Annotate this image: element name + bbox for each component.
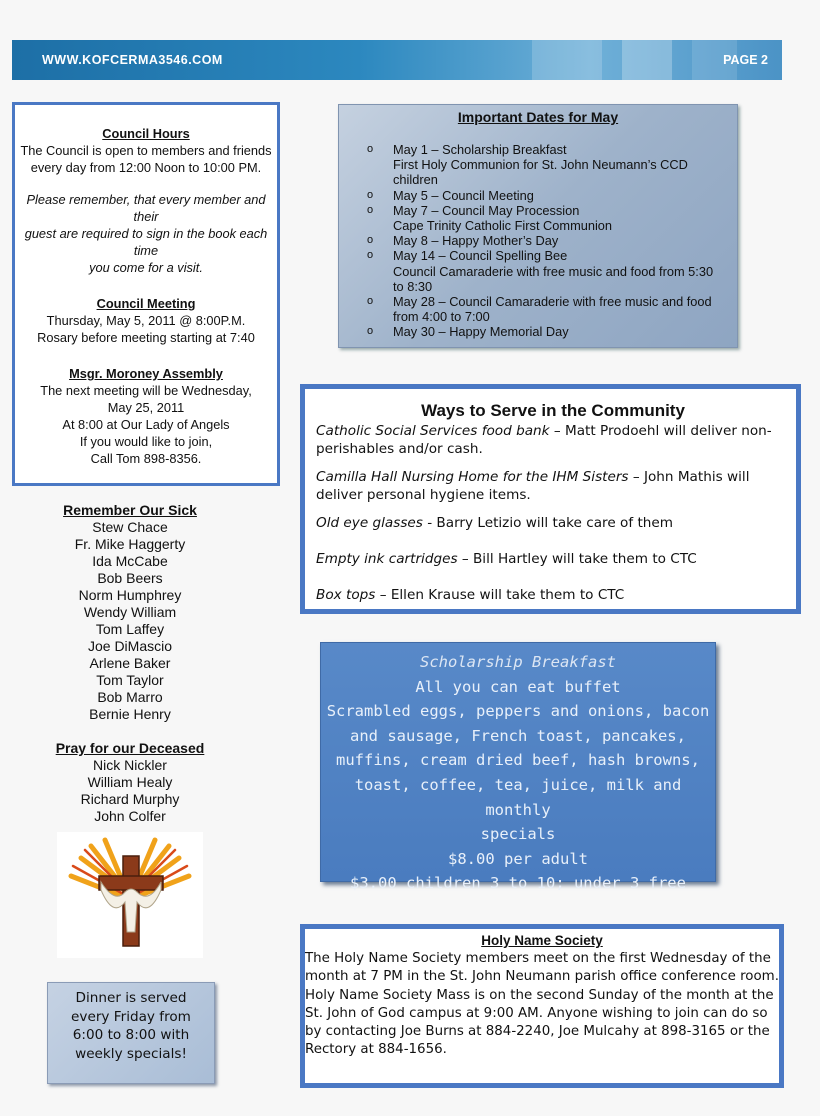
assembly-text: May 25, 2011	[107, 400, 185, 415]
holy-name-text: The Holy Name Society members meet on the first Wednesday of the month at 7 PM in the St. John Neumann parish office conference room.	[305, 951, 779, 985]
council-meeting-text: Rosary before meeting starting at 7:40	[37, 330, 255, 345]
breakfast-line: specials	[480, 825, 556, 844]
list-item: Richard Murphy	[80, 791, 180, 807]
list-item: o May 8 – Happy Mother’s Day	[367, 233, 559, 249]
serve-item: Camilla Hall Nursing Home for the IHM Sisters – John Mathis will deliver personal hygiene items.	[316, 469, 750, 503]
council-hours-heading: Council Hours	[102, 126, 190, 141]
bullet-icon: o	[367, 188, 374, 201]
breakfast-price: $8.00 per adult	[448, 849, 588, 868]
page-number: PAGE 2	[723, 53, 768, 67]
breakfast-line: All you can eat buffet	[415, 677, 621, 696]
holy-name-society-box	[300, 924, 784, 1088]
prayer-lists	[30, 502, 230, 825]
assembly-text: The next meeting will be Wednesday,	[40, 383, 252, 398]
dinner-line: weekly specials!	[75, 1045, 187, 1062]
list-item: Joe DiMascio	[87, 638, 173, 654]
list-item: o May 5 – Council Meeting	[367, 187, 534, 203]
list-item: Arlene Baker	[89, 655, 171, 671]
list-item: Ida McCabe	[92, 553, 168, 569]
council-info-box	[12, 102, 280, 486]
ways-to-serve-heading: Ways to Serve in the Community	[421, 401, 685, 420]
bullet-icon: o	[367, 325, 374, 338]
deceased-heading: Pray for our Deceased	[55, 740, 205, 756]
sign-in-reminder: guest are required to sign in the book each time	[24, 226, 268, 258]
friday-dinner-box	[47, 982, 215, 1084]
serve-item: Catholic Social Services food bank – Matt Prodoehl will deliver non-perishables and/or cash.	[316, 423, 772, 457]
breakfast-price: $3.00 children 3 to 10; under 3 free	[350, 874, 686, 893]
list-item: Bob Marro	[97, 689, 163, 705]
dinner-line: 6:00 to 8:00 with	[72, 1027, 190, 1043]
sign-in-reminder: you come for a visit.	[89, 260, 203, 275]
serve-item: Old eye glasses - Barry Letizio will take care of them	[316, 515, 673, 531]
list-item: o May 28 – Council Camaraderie with free music and food from 4:00 to 7:00	[367, 294, 712, 325]
bullet-icon: o	[367, 295, 374, 308]
ways-to-serve-box	[300, 384, 801, 614]
breakfast-line: Scrambled eggs, peppers and onions, bacon	[326, 702, 710, 721]
bullet-icon: o	[367, 143, 374, 155]
list-item: Bob Beers	[97, 570, 163, 586]
serve-item: Box tops – Ellen Krause will take them to CTC	[316, 587, 625, 603]
header-building-decoration	[532, 40, 602, 80]
cross-with-rays-icon	[57, 832, 203, 958]
list-item: o May 30 – Happy Memorial Day	[367, 324, 569, 340]
council-meeting-text: Thursday, May 5, 2011 @ 8:00P.M.	[46, 313, 246, 328]
important-dates-list	[339, 142, 737, 340]
list-item: o May 1 – Scholarship Breakfast First Holy Communion for St. John Neumann’s CCD children	[367, 142, 688, 188]
holy-name-text: Holy Name Society Mass is on the second Sunday of the month at the St. John of God campus at 9:00 AM. Anyone wishing to join can do so by contacting Joe Burns at 884-2240, Joe Mulcahy at 898-3165 or the Rectory at 884-1656.	[305, 987, 774, 1058]
assembly-text: At 8:00 at Our Lady of Angels	[62, 417, 230, 432]
scholarship-breakfast-box	[320, 642, 716, 893]
holy-name-heading: Holy Name Society	[481, 933, 603, 948]
breakfast-line: toast, coffee, tea, juice, milk and monthly	[354, 775, 682, 819]
dinner-line: Dinner is served	[75, 990, 187, 1006]
breakfast-title: Scholarship Breakfast	[420, 653, 616, 671]
list-item: o May 14 – Council Spelling Bee Council Camaraderie with free music and food from 5:30 to 8:30	[367, 248, 714, 294]
list-item: Tom Laffey	[95, 621, 165, 637]
bullet-icon: o	[367, 234, 374, 247]
dinner-line: every Friday from	[71, 1008, 191, 1025]
cross-with-rays-icon	[57, 832, 203, 958]
serve-item: Empty ink cartridges – Bill Hartley will take them to CTC	[316, 551, 697, 567]
list-item: Fr. Mike Haggerty	[74, 536, 186, 552]
list-item: Bernie Henry	[89, 706, 171, 722]
header-building-decoration	[622, 40, 672, 80]
list-item: Stew Chace	[92, 519, 168, 535]
remember-sick-heading: Remember Our Sick	[63, 502, 197, 518]
breakfast-line: and sausage, French toast, pancakes,	[350, 726, 686, 745]
bullet-icon: o	[367, 249, 374, 262]
list-item: Nick Nickler	[93, 757, 167, 773]
assembly-text: Call Tom 898-8356.	[90, 451, 202, 466]
council-meeting-heading: Council Meeting	[96, 296, 196, 311]
list-item: John Colfer	[94, 808, 166, 824]
page-header	[12, 40, 782, 80]
important-dates-heading: Important Dates for May	[457, 109, 619, 125]
assembly-heading: Msgr. Moroney Assembly	[69, 366, 223, 381]
important-dates-box	[338, 104, 738, 348]
assembly-text: If you would like to join,	[79, 434, 213, 449]
list-item: o May 7 – Council May Procession Cape Trinity Catholic First Communion	[367, 202, 613, 234]
breakfast-line: muffins, cream dried beef, hash browns,	[336, 751, 700, 770]
list-item: Tom Taylor	[96, 672, 164, 688]
sign-in-reminder: Please remember, that every member and their	[26, 192, 266, 224]
list-item: Norm Humphrey	[78, 587, 182, 603]
list-item: William Healy	[87, 774, 173, 790]
council-hours-text: every day from 12:00 Noon to 10:00 PM.	[30, 160, 262, 175]
list-item: Wendy William	[83, 604, 177, 620]
council-hours-text: The Council is open to members and friends	[20, 143, 272, 158]
website-url[interactable]: WWW.KOFCERMA3546.COM	[42, 53, 223, 67]
bullet-icon: o	[367, 203, 374, 216]
